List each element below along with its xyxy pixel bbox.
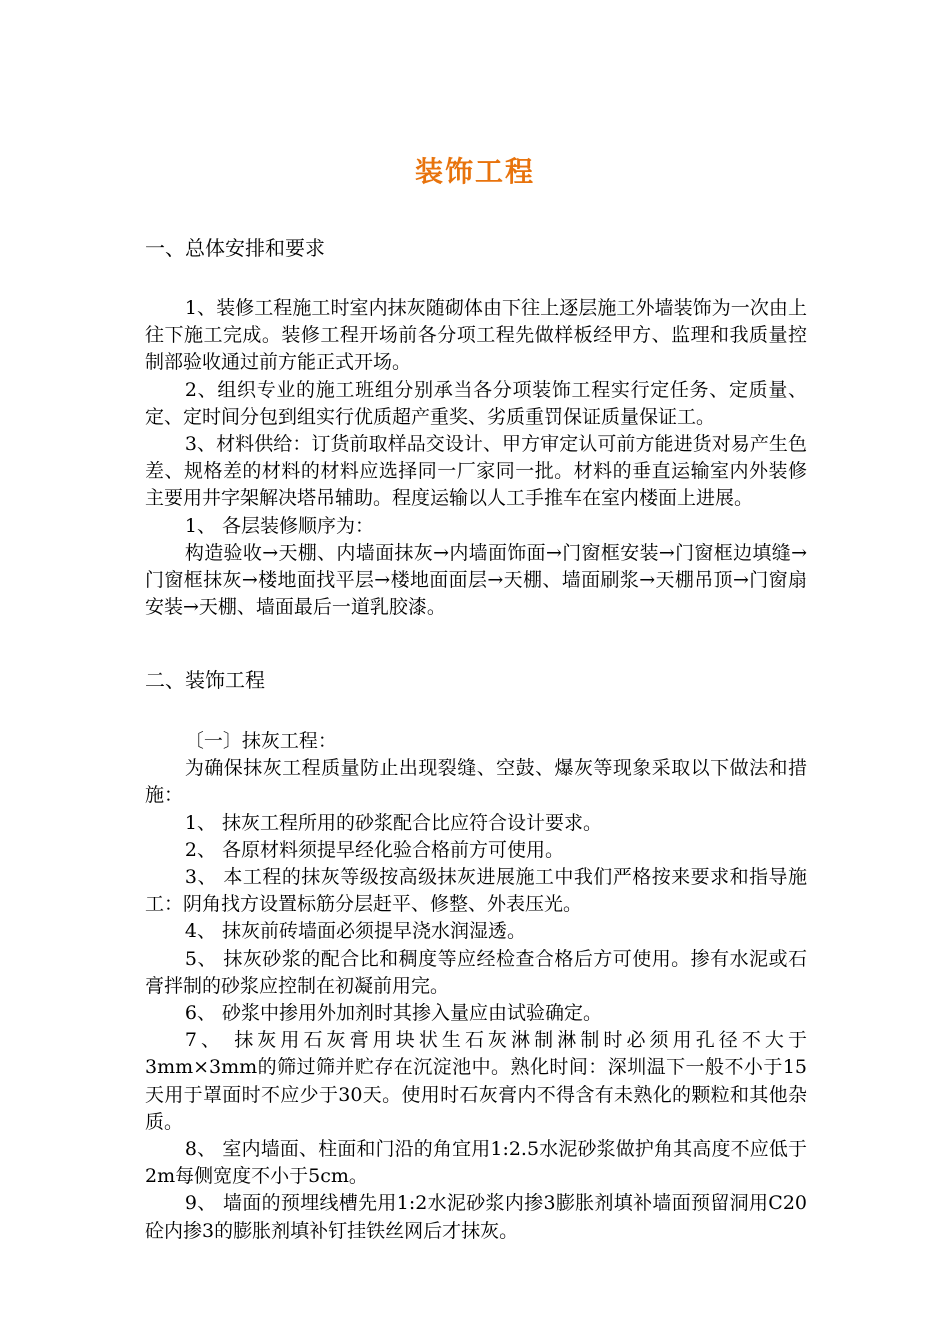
- paragraph: 为确保抹灰工程质量防止出现裂缝、空鼓、爆灰等现象采取以下做法和措施：: [145, 757, 807, 807]
- paragraph: 2、组织专业的施工班组分别承当各分项装饰工程实行定任务、定质量、定、定时间分包到组实行优质超产重奖、劣质重罚保证质量保证工。: [145, 378, 807, 428]
- section-heading-1: 一、总体安排和要求: [145, 236, 325, 260]
- paragraph: 1、 各层装修顺序为：: [184, 514, 375, 537]
- section-1-body: [145, 295, 807, 621]
- paragraph: 1、 抹灰工程所用的砂浆配合比应符合设计要求。: [184, 811, 603, 834]
- paragraph: 7、 抹灰用石灰膏用块状生石灰淋制淋制时必须用孔径不大于3mm×3mm的筛过筛并贮存在沉淀池中。熟化时间：深圳温下一般不小于15天用于罩面时不应少于30天。使用时石灰膏内不得含有未熟化的颗粒和其他杂质。: [145, 1029, 807, 1133]
- section-2-body: [145, 728, 807, 1245]
- paragraph: 2、 各原材料须提早经化验合格前方可使用。: [184, 838, 565, 861]
- paragraph: 8、 室内墙面、柱面和门沿的角宜用1:2.5水泥砂浆做护角其高度不应低于2m每侧宽度不小于5cm。: [145, 1138, 807, 1188]
- paragraph: 1、装修工程施工时室内抹灰随砌体由下往上逐层施工外墙装饰为一次由上往下施工完成。装修工程开场前各分项工程先做样板经甲方、监理和我质量控制部验收通过前方能正式开场。: [145, 297, 807, 374]
- paragraph: 6、 砂浆中掺用外加剂时其掺入量应由试验确定。: [184, 1002, 603, 1025]
- paragraph: 3、 本工程的抹灰等级按高级抹灰进展施工中我们严格按来要求和指导施工：阴角找方设置标筋分层赶平、修整、外表压光。: [145, 866, 807, 916]
- document-title: 装饰工程: [414, 155, 535, 188]
- paragraph: 9、 墙面的预埋线槽先用1:2水泥砂浆内掺3膨胀剂填补墙面预留洞用C20砼内掺3的膨胀剂填补钉挂铁丝网后才抹灰。: [145, 1192, 807, 1242]
- paragraph: 3、材料供给：订货前取样品交设计、甲方审定认可前方能进货对易产生色差、规格差的材料的材料应选择同一厂家同一批。材料的垂直运输室内外装修主要用井字架解决塔吊辅助。程度运输以人工手推车在室内楼面上进展。: [145, 433, 807, 510]
- paragraph: 〔一〕抹灰工程：: [184, 730, 337, 752]
- section-heading-2: 二、装饰工程: [145, 668, 265, 692]
- paragraph: 构造验收→天棚、内墙面抹灰→内墙面饰面→门窗框安装→门窗框边填缝→门窗框抹灰→楼地面找平层→楼地面面层→天棚、墙面刷浆→天棚吊顶→门窗扇安装→天棚、墙面最后一道乳胶漆。: [145, 541, 807, 619]
- paragraph: 4、 抹灰前砖墙面必须提早浇水润湿透。: [184, 920, 527, 943]
- paragraph: 5、 抹灰砂浆的配合比和稠度等应经检查合格后方可使用。掺有水泥或石膏拌制的砂浆应控制在初凝前用完。: [145, 947, 807, 997]
